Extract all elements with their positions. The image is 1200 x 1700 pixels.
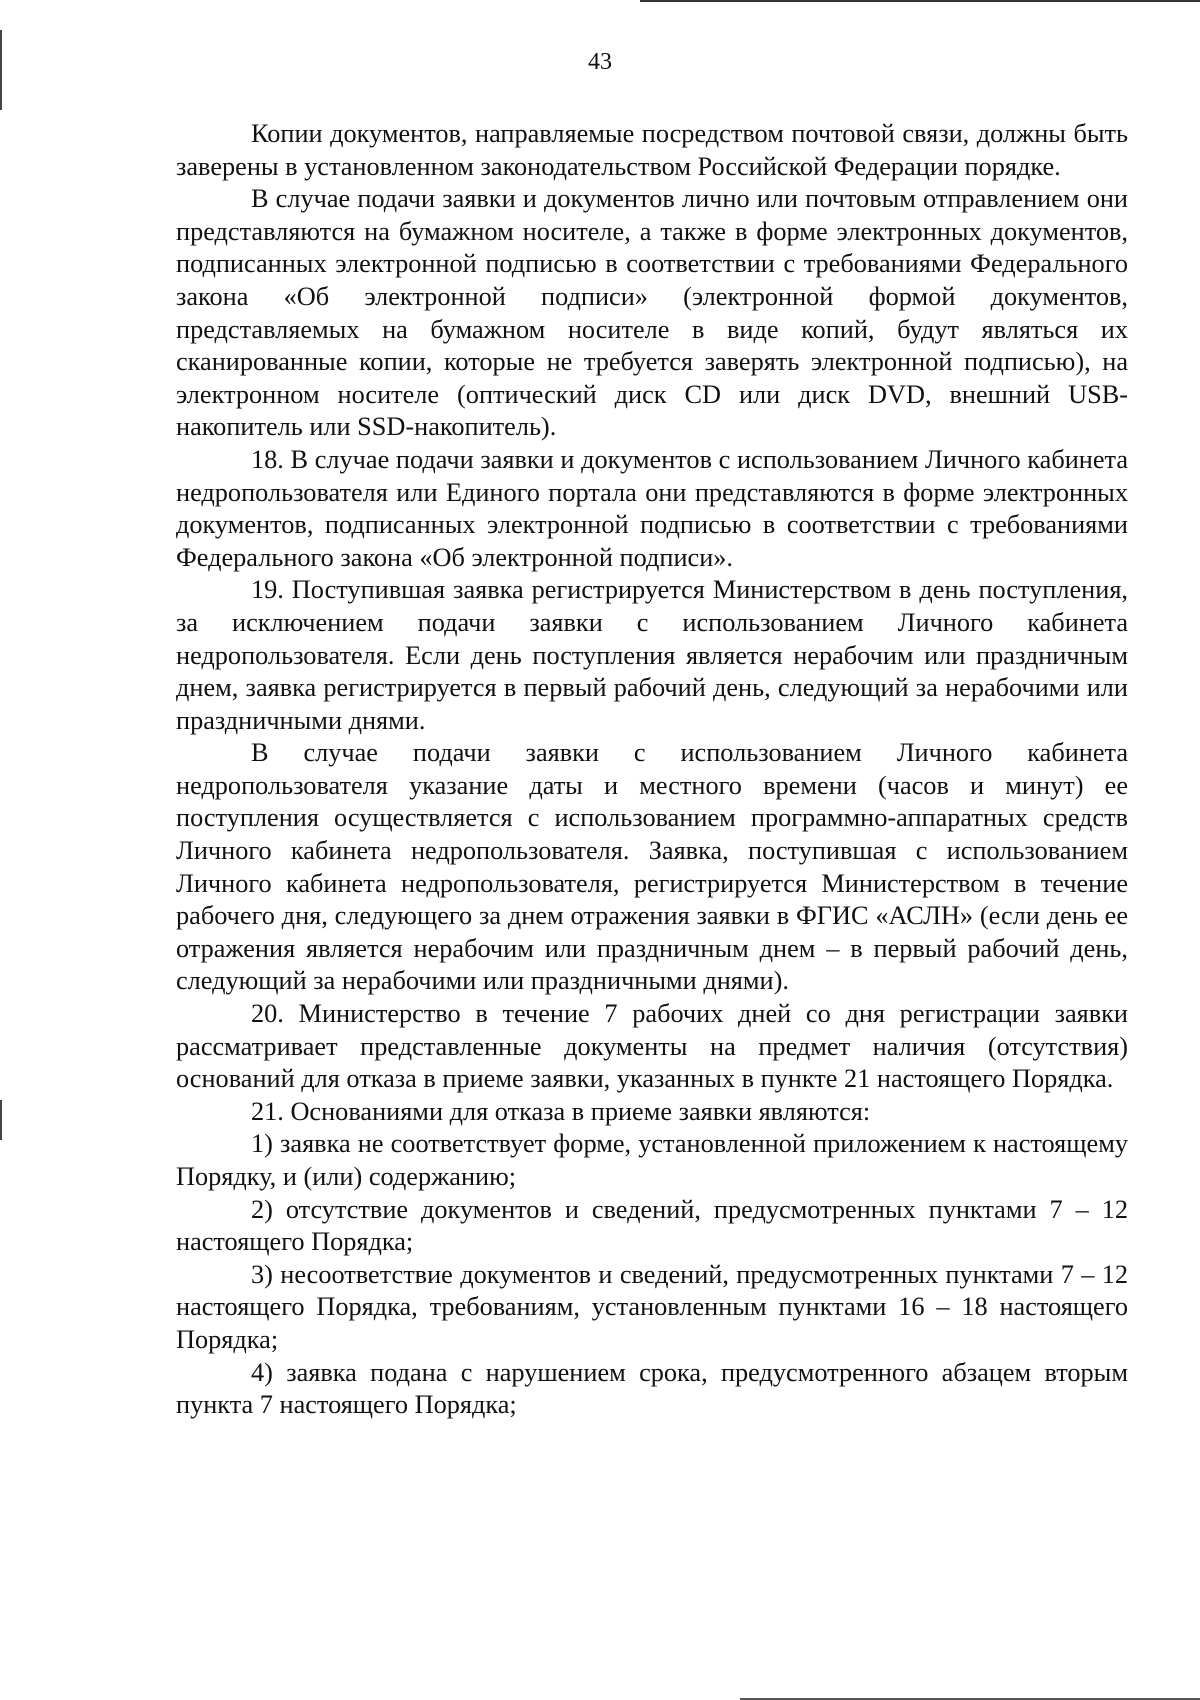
- paragraph: 19. Поступившая заявка регистрируется Министерством в день поступления, за исключением подачи заявки с использованием Личного кабинета недропользователя. Если день поступления является нерабочим или праздничным днем, заявка регистрируется в первый рабочий день, следующий за нерабочими или праздничными днями.: [176, 575, 1128, 735]
- paragraph: 2) отсутствие документов и сведений, предусмотренных пунктами 7 – 12 настоящего Порядка;: [176, 1194, 1128, 1257]
- page-number: 43: [588, 49, 612, 75]
- paragraph: Копии документов, направляемые посредством почтовой связи, должны быть заверены в установленном законодательством Российской Федерации порядке.: [176, 119, 1128, 181]
- paragraph: 1) заявка не соответствует форме, установленной приложением к настоящему Порядку, и (или) содержанию;: [176, 1129, 1128, 1191]
- paragraph: 3) несоответствие документов и сведений, предусмотренных пунктами 7 – 12 настоящего Порядка, требованиям, установленным пунктами 16 – 18 настоящего Порядка;: [176, 1259, 1128, 1354]
- scan-edge-artifact: [640, 0, 1200, 2]
- paragraph: 20. Министерство в течение 7 рабочих дней со дня регистрации заявки рассматривает представленные документы на предмет наличия (отсутствия) оснований для отказа в приеме заявки, указанных в пункте 21 настоящего Порядка.: [176, 999, 1128, 1094]
- paragraph: 4) заявка подана с нарушением срока, предусмотренного абзацем вторым пункта 7 настоящего Порядка;: [176, 1357, 1128, 1420]
- paragraph: В случае подачи заявки и документов лично или почтовым отправлением они представляются на бумажном носителе, а также в форме электронных документов, подписанных электронной подписью в соответствии с требованиями Федерального закона «Об электронной подписи» (электронной формой документов, представляемых на бумажном носителе в виде копий, будут являться их сканированные копии, которые не требуется заверять электронной подписью), на электронном носителе (оптический диск CD или диск DVD, внешний USB-накопитель или SSD-накопитель).: [176, 184, 1128, 442]
- paragraph: В случае подачи заявки с использованием Личного кабинета недропользователя указание даты и местного времени (часов и минут) ее поступления осуществляется с использованием программно-аппаратных средств Личного кабинета недропользователя. Заявка, поступившая с использованием Личного кабинета недропользователя, регистрируется Министерством в течение рабочего дня, следующего за днем отражения заявки в ФГИС «АСЛН» (если день ее отражения является нерабочим или праздничным днем – в первый рабочий день, следующий за нерабочими или праздничными днями).: [176, 738, 1128, 996]
- scan-edge-artifact: [0, 1100, 2, 1140]
- paragraph: 21. Основаниями для отказа в приеме заявки являются:: [251, 1096, 871, 1126]
- paragraph: 18. В случае подачи заявки и документов с использованием Личного кабинета недропользователя или Единого портала они представляются в форме электронных документов, подписанных электронной подписью в соответствии с требованиями Федерального закона «Об электронной подписи».: [176, 444, 1128, 572]
- document-body: [176, 118, 1128, 1422]
